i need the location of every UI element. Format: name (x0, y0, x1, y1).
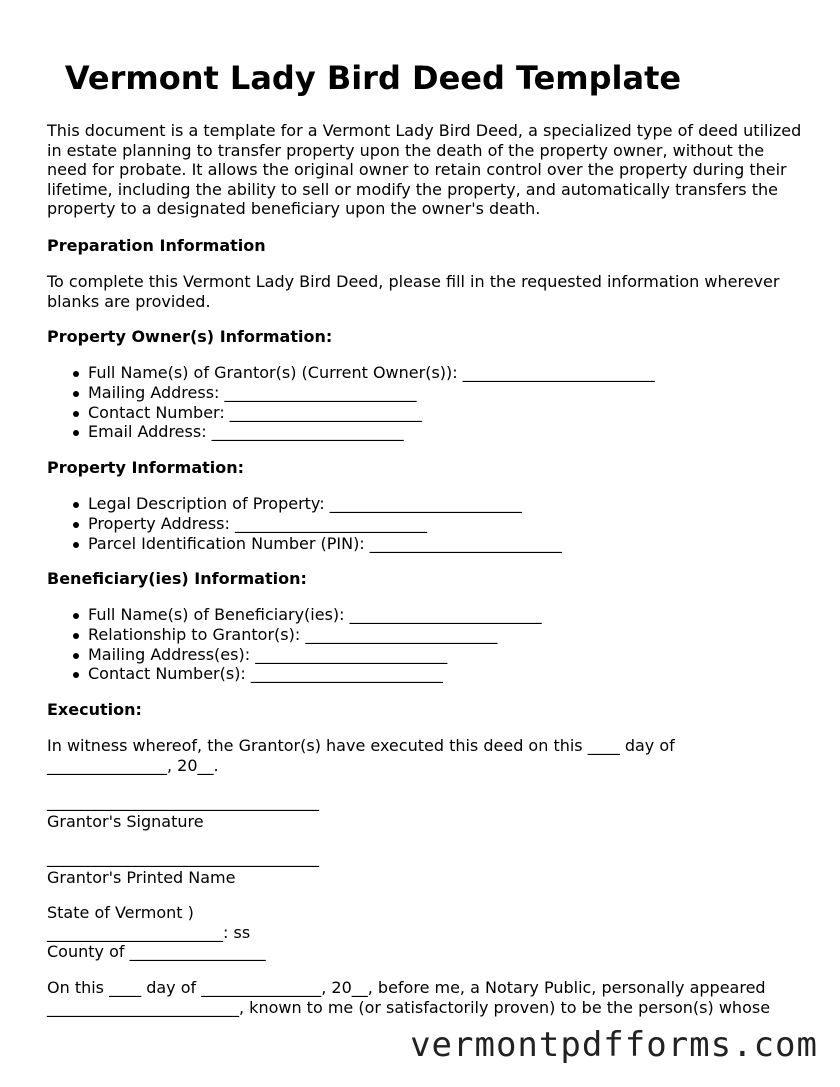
preparation-text: To complete this Vermont Lady Bird Deed, please fill in the requested information wherever blanks are provided. (47, 272, 780, 311)
list-item: Legal Description of Property: ________________________ (47, 494, 807, 514)
printed-name-blank: __________________________________ (47, 848, 319, 867)
printed-name-label: Grantor's Printed Name (47, 868, 236, 887)
list-item: Contact Number: ________________________ (47, 403, 807, 423)
preparation-heading: Preparation Information (47, 236, 266, 255)
list-item: Property Address: ________________________ (47, 514, 807, 534)
signature-blank: __________________________________ (47, 792, 319, 811)
beneficiary-list (47, 605, 807, 684)
owner-list (47, 363, 807, 442)
owner-heading: Property Owner(s) Information: (47, 327, 333, 346)
execution-heading: Execution: (47, 700, 142, 719)
signature-label: Grantor's Signature (47, 812, 204, 831)
list-item: Mailing Address(es): ________________________ (47, 645, 807, 665)
state-line: State of Vermont ) (47, 903, 194, 922)
county-line: County of _________________ (47, 942, 266, 961)
list-item: Mailing Address: ________________________ (47, 383, 807, 403)
page-title: Vermont Lady Bird Deed Template (64, 59, 682, 97)
ss-line: ______________________: ss (47, 923, 251, 942)
list-item: Full Name(s) of Grantor(s) (Current Owner(s)): ________________________ (47, 363, 807, 383)
beneficiary-heading: Beneficiary(ies) Information: (47, 569, 307, 588)
witness-line-2: _______________, 20__. (47, 756, 219, 775)
witness-line-1: In witness whereof, the Grantor(s) have executed this deed on this ____ day of (47, 736, 675, 755)
list-item: Contact Number(s): ________________________ (47, 664, 807, 684)
notary-line-2: ________________________, known to me (or satisfactorily proven) to be the person(s) whose (47, 998, 771, 1017)
list-item: Full Name(s) of Beneficiary(ies): ________________________ (47, 605, 807, 625)
list-item: Parcel Identification Number (PIN): ________________________ (47, 534, 807, 554)
property-list (47, 494, 807, 553)
intro-paragraph: This document is a template for a Vermont Lady Bird Deed, a specialized type of deed utilized in estate planning to transfer property upon the death of the property owner, without the need for probate. It allows the original owner to retain control over the property during their lifetime, including the ability to sell or modify the property, and automatically transfers the property to a designated beneficiary upon the owner's death. (47, 121, 802, 219)
watermark: vermontpdfforms.com (410, 1025, 818, 1065)
list-item: Email Address: ________________________ (47, 422, 807, 442)
list-item: Relationship to Grantor(s): ________________________ (47, 625, 807, 645)
property-heading: Property Information: (47, 458, 245, 477)
notary-line-1: On this ____ day of _______________, 20__, before me, a Notary Public, personally appeared (47, 978, 766, 997)
